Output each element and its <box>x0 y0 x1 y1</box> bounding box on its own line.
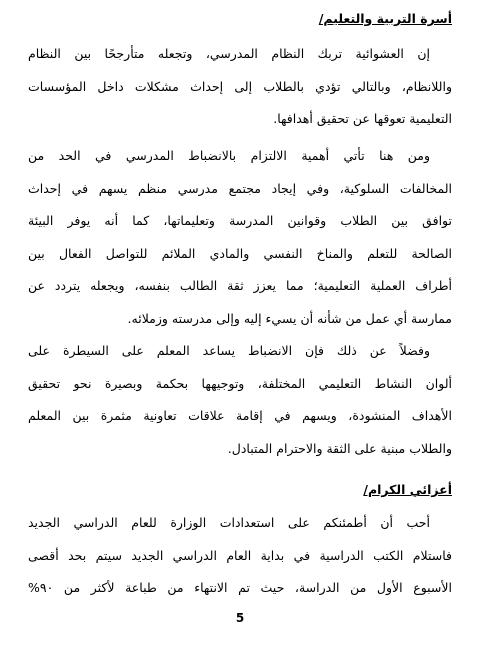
paragraph-line: ومن هنا تأتي أهمية الالتزام بالانضباط المدرسي في الحد من <box>28 148 430 163</box>
paragraph-line: أحب أن أطمئنكم على استعدادات الوزارة للعام الدراسي الجديد <box>28 515 430 530</box>
paragraph-line: واللانظام، وبالتالي تؤدي بالطلاب إلى إحداث مشكلات داخل المؤسسات <box>28 78 452 94</box>
paragraph-line: أطراف العملية التعليمية؛ مما يعزز ثقة الطالب بنفسه، ويجعله يتردد عن <box>28 278 452 293</box>
paragraph-1 <box>28 38 452 136</box>
paragraph-line: ألوان النشاط التعليمي المختلفة، وتوجيهها بحكمة وبصيرة نحو تحقيق <box>28 375 452 391</box>
paragraph-line: التعليمية تعوقها عن تحقيق أهدافها. <box>273 111 452 126</box>
paragraph-line: إن العشوائية تربك النظام المدرسي، وتجعله متأرجحًا بين النظام <box>28 46 430 61</box>
paragraph-line: الأهداف المنشودة، ويسهم في إقامة علاقات تعاونية مثمرة بين المعلم <box>28 408 452 423</box>
paragraph-line: المخالفات السلوكية، وفي إيجاد مجتمع مدرسي منظم يسهم في إحداث <box>28 180 452 196</box>
paragraph-line: الصالحة للتعلم والمناخ النفسي والمادي الملائم للتواصل الفعال بين <box>28 245 452 261</box>
paragraph-line: الأسبوع الأول من الدراسة، حيث تم الانتهاء من طباعة لأكثر من ٩٠% <box>28 580 452 595</box>
page-number: 5 <box>235 611 245 625</box>
paragraph-3 <box>28 335 452 465</box>
heading-family-of-education: أسرة التربية والتعليم/ <box>318 11 452 26</box>
paragraph-4 <box>28 507 452 605</box>
paragraph-line: وفضلاً عن ذلك فإن الانضباط يساعد المعلم على السيطرة على <box>28 343 430 358</box>
heading-dear-colleagues: أعزائي الكرام/ <box>363 482 452 497</box>
paragraph-2 <box>28 140 452 335</box>
paragraph-line: ممارسة أي عمل من شأنه أن يسيء إليه وإلى مدرسته وزملائه. <box>127 310 452 326</box>
paragraph-line: والطلاب مبنية على الثقة والاحترام المتبادل. <box>227 440 452 456</box>
paragraph-line: فاستلام الكتب الدراسية في بداية العام الدراسي الجديد سيتم بحد أقصى <box>28 547 452 563</box>
paragraph-line: توافق بين الطلاب وقوانين المدرسة وتعليماتها، كما أنه يوفر البيئة <box>28 213 452 228</box>
